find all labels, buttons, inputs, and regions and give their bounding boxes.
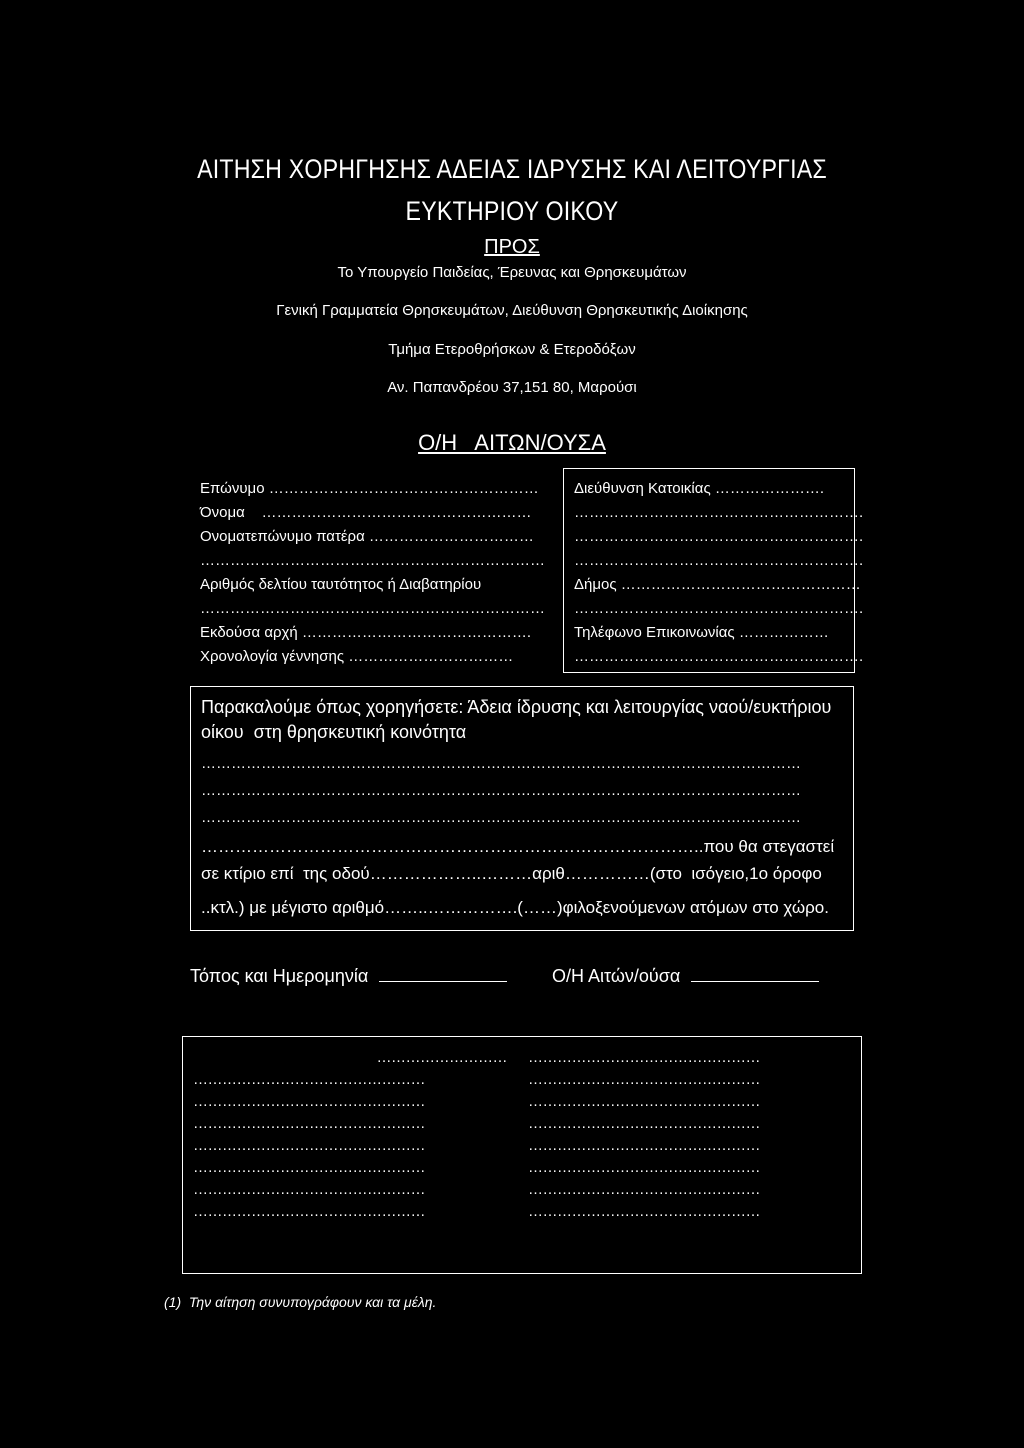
member-left-2[interactable]: …………………………………………: [193, 1071, 425, 1088]
surname-field[interactable]: Επώνυμο ………………………………………………: [200, 480, 539, 497]
member-right-5[interactable]: …………………………………………: [528, 1137, 760, 1154]
document-title-line2: ΕΥΚΤΗΡΙΟΥ ΟΙΚΟΥ: [405, 196, 619, 226]
residence-address-line4[interactable]: ………………………………………………….: [574, 552, 864, 569]
applicant-sign-row: [552, 966, 819, 987]
father-name-continued[interactable]: ……………………………………………………………: [200, 552, 545, 569]
municipality-line2[interactable]: ………………………………………………….: [574, 600, 864, 617]
community-field-3[interactable]: …………………………………………………………………………………………………………: [201, 809, 801, 826]
recipient-secretariat: Γενική Γραμματεία Θρησκευμάτων, Διεύθυνση Θρησκευτικής Διοίκησης: [276, 302, 748, 319]
id-number-field[interactable]: ……………………………………………………………: [200, 600, 545, 617]
id-number-label: Αριθμός δελτίου ταυτότητος ή Διαβατηρίου: [200, 576, 482, 593]
municipality-field[interactable]: Δήμος …………………………………………: [574, 576, 861, 593]
community-field-2[interactable]: …………………………………………………………………………………………………………: [201, 782, 801, 799]
recipient-address: Αν. Παπανδρέου 37,151 80, Μαρούσι: [387, 379, 637, 396]
member-right-4[interactable]: …………………………………………: [528, 1115, 760, 1132]
member-right-1[interactable]: …………………………………………: [528, 1049, 760, 1066]
members-right-column: [528, 1049, 848, 1225]
member-left-5[interactable]: …………………………………………: [193, 1137, 425, 1154]
request-text-line6[interactable]: ……………………………………………………………………………..που θα στεγαστεί: [201, 837, 835, 856]
applicant-sign-line[interactable]: [691, 979, 819, 982]
first-name-field[interactable]: Όνομα ………………………………………………: [200, 504, 532, 521]
request-box: [190, 686, 854, 931]
member-right-3[interactable]: …………………………………………: [528, 1093, 760, 1110]
member-left-3[interactable]: …………………………………………: [193, 1093, 425, 1110]
right-fields: [574, 480, 864, 672]
left-fields: [200, 480, 555, 672]
residence-address-line2[interactable]: ………………………………………………….: [574, 504, 864, 521]
request-text-line1: Παρακαλούμε όπως χορηγήσετε: Άδεια ίδρυσης και λειτουργίας ναού/ευκτήριου: [201, 697, 832, 717]
applicant-details-section: [190, 468, 864, 673]
residence-address-field[interactable]: Διεύθυνση Κατοικίας ………………….: [574, 480, 825, 497]
applicant-sign-label: Ο/Η Αιτών/ούσα: [552, 966, 681, 986]
request-text-line8[interactable]: ..κτλ.) με μέγιστο αριθμό……..…………….(……)φιλοξενούμενων ατόμων στο χώρο.: [201, 898, 829, 917]
member-right-7[interactable]: …………………………………………: [528, 1181, 760, 1198]
birth-date-field[interactable]: Χρονολογία γέννησης ……………………………: [200, 648, 514, 665]
member-right-6[interactable]: …………………………………………: [528, 1159, 760, 1176]
document-title-line1: ΑΙΤΗΣΗ ΧΟΡΗΓΗΣΗΣ ΑΔΕΙΑΣ ΙΔΡΥΣΗΣ ΚΑΙ ΛΕΙΤΟΥΡΓΙΑΣ: [197, 154, 827, 184]
phone-field[interactable]: Τηλέφωνο Επικοινωνίας ………………: [574, 624, 829, 641]
residence-address-line3[interactable]: ………………………………………………….: [574, 528, 864, 545]
member-left-4[interactable]: …………………………………………: [193, 1115, 425, 1132]
members-signature-box: [182, 1036, 862, 1274]
member-left-6[interactable]: …………………………………………: [193, 1159, 425, 1176]
place-date-label: Τόπος και Ημερομηνία: [190, 966, 369, 986]
member-left-8[interactable]: …………………………………………: [193, 1203, 425, 1220]
place-date-line[interactable]: [379, 979, 507, 982]
to-heading: ΠΡΟΣ: [484, 236, 540, 258]
applicant-heading: Ο/Η ΑΙΤΩΝ/ΟΥΣΑ: [418, 430, 606, 455]
request-text-line7[interactable]: σε κτίριο επί της οδού………………..………αριθ……………(στο ισόγειο,1ο όροφο: [201, 864, 822, 883]
footnote: (1) Την αίτηση συνυπογράφουν και τα μέλη.: [164, 1294, 437, 1310]
recipient-ministry: Το Υπουργείο Παιδείας, Έρευνας και Θρησκευμάτων: [337, 264, 687, 281]
issuing-authority-field[interactable]: Εκδούσα αρχή ……………………………………….: [200, 624, 532, 641]
member-right-8[interactable]: …………………………………………: [528, 1203, 760, 1220]
father-name-field[interactable]: Ονοματεπώνυμο πατέρα ……………………………: [200, 528, 534, 545]
request-text-line2: οίκου στη θρησκευτική κοινότητα: [201, 722, 467, 742]
member-left-1[interactable]: ………………………: [376, 1049, 507, 1066]
recipient-department: Τμήμα Ετεροθρήσκων & Ετεροδόξων: [388, 341, 636, 358]
phone-line2[interactable]: ………………………………………………….: [574, 648, 864, 665]
community-field-1[interactable]: …………………………………………………………………………………………………………: [201, 755, 801, 772]
place-date-row: [190, 966, 507, 987]
member-left-7[interactable]: …………………………………………: [193, 1181, 425, 1198]
members-left-column: [193, 1049, 513, 1225]
member-right-2[interactable]: …………………………………………: [528, 1071, 760, 1088]
